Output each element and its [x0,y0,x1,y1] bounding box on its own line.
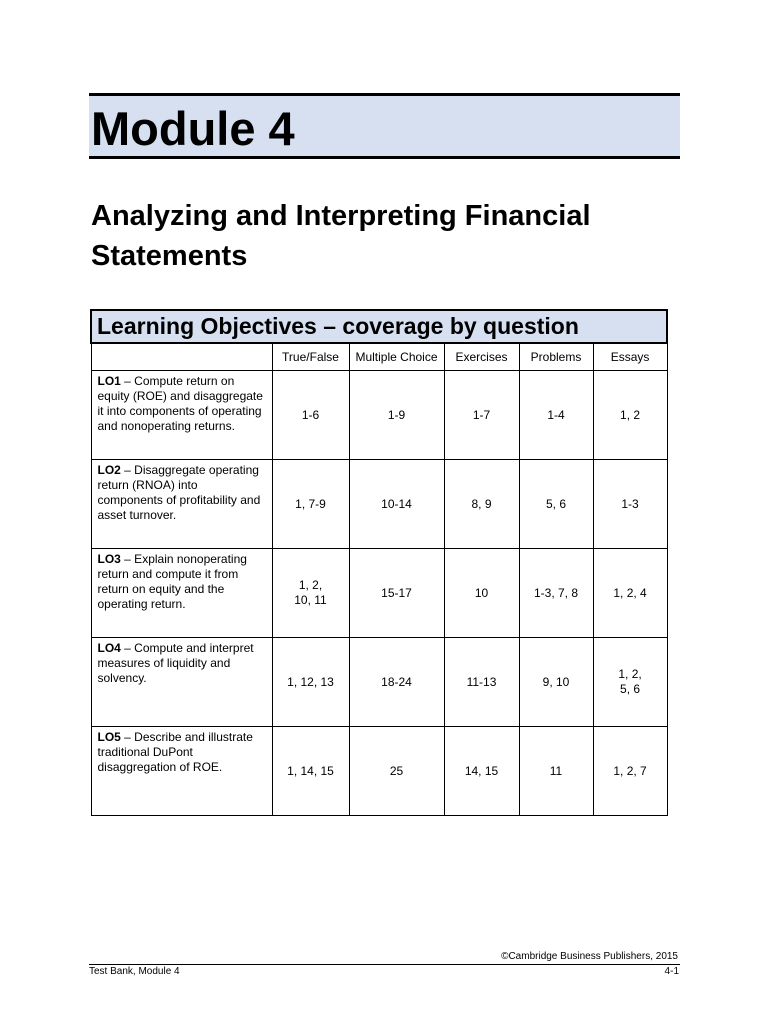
module-title: Module 4 [91,102,295,155]
header-problems: Problems [519,343,593,371]
lo-id: LO2 [97,463,121,477]
cell-multiple-choice: 10-14 [349,460,444,549]
cell-exercises: 8, 9 [444,460,519,549]
subtitle-line-2: Statements [91,240,248,272]
table-row [91,727,667,816]
header-multiple-choice: Multiple Choice [349,343,444,371]
footer-left-text: Test Bank, Module 4 [89,966,180,977]
lo-text: – Explain nonoperating return and compute it from return on equity and the operating return. [97,552,247,611]
cell-true-false: 1, 2, 10, 11 [272,549,349,638]
cell-problems: 11 [519,727,593,816]
cell-essays: 1, 2, 5, 6 [593,638,667,727]
table-caption: Learning Objectives – coverage by question [91,310,667,343]
cell-problems: 1-3, 7, 8 [519,549,593,638]
footer-divider [89,964,680,965]
lo-id: LO5 [97,730,121,744]
header-empty [91,343,272,371]
table-row [91,638,667,727]
cell-exercises: 14, 15 [444,727,519,816]
cell-exercises: 1-7 [444,371,519,460]
subtitle-line-1: Analyzing and Interpreting Financial [91,200,591,232]
table-row [91,371,667,460]
cell-essays: 1, 2, 4 [593,549,667,638]
lo-description [91,727,272,816]
cell-exercises: 11-13 [444,638,519,727]
page-subtitle [91,196,691,276]
module-header-bar [89,93,680,159]
cell-essays: 1, 2 [593,371,667,460]
header-exercises: Exercises [444,343,519,371]
table-row [91,460,667,549]
lo-id: LO3 [97,552,121,566]
cell-exercises: 10 [444,549,519,638]
cell-multiple-choice: 15-17 [349,549,444,638]
cell-multiple-choice: 18-24 [349,638,444,727]
lo-text: – Disaggregate operating return (RNOA) into components of profitability and asset turnover. [97,463,261,522]
learning-objectives-table [90,309,668,816]
cell-essays: 1, 2, 7 [593,727,667,816]
cell-multiple-choice: 1-9 [349,371,444,460]
cell-problems: 1-4 [519,371,593,460]
footer-copyright: ©Cambridge Business Publishers, 2015 [501,951,678,962]
footer-page-number: 4-1 [664,966,679,977]
cell-true-false: 1, 14, 15 [272,727,349,816]
lo-description [91,371,272,460]
lo-id: LO1 [97,374,121,388]
header-true-false: True/False [272,343,349,371]
cell-multiple-choice: 25 [349,727,444,816]
lo-text: – Compute return on equity (ROE) and disaggregate it into components of operating and nonoperating returns. [97,374,263,433]
lo-text: – Describe and illustrate traditional DuPont disaggregation of ROE. [97,730,253,774]
table-row [91,549,667,638]
table-header-row [91,343,667,371]
cell-essays: 1-3 [593,460,667,549]
cell-true-false: 1, 12, 13 [272,638,349,727]
cell-true-false: 1-6 [272,371,349,460]
lo-description [91,549,272,638]
lo-id: LO4 [97,641,121,655]
lo-description [91,638,272,727]
lo-description [91,460,272,549]
cell-problems: 9, 10 [519,638,593,727]
header-essays: Essays [593,343,667,371]
lo-text: – Compute and interpret measures of liquidity and solvency. [97,641,254,685]
cell-problems: 5, 6 [519,460,593,549]
cell-true-false: 1, 7-9 [272,460,349,549]
